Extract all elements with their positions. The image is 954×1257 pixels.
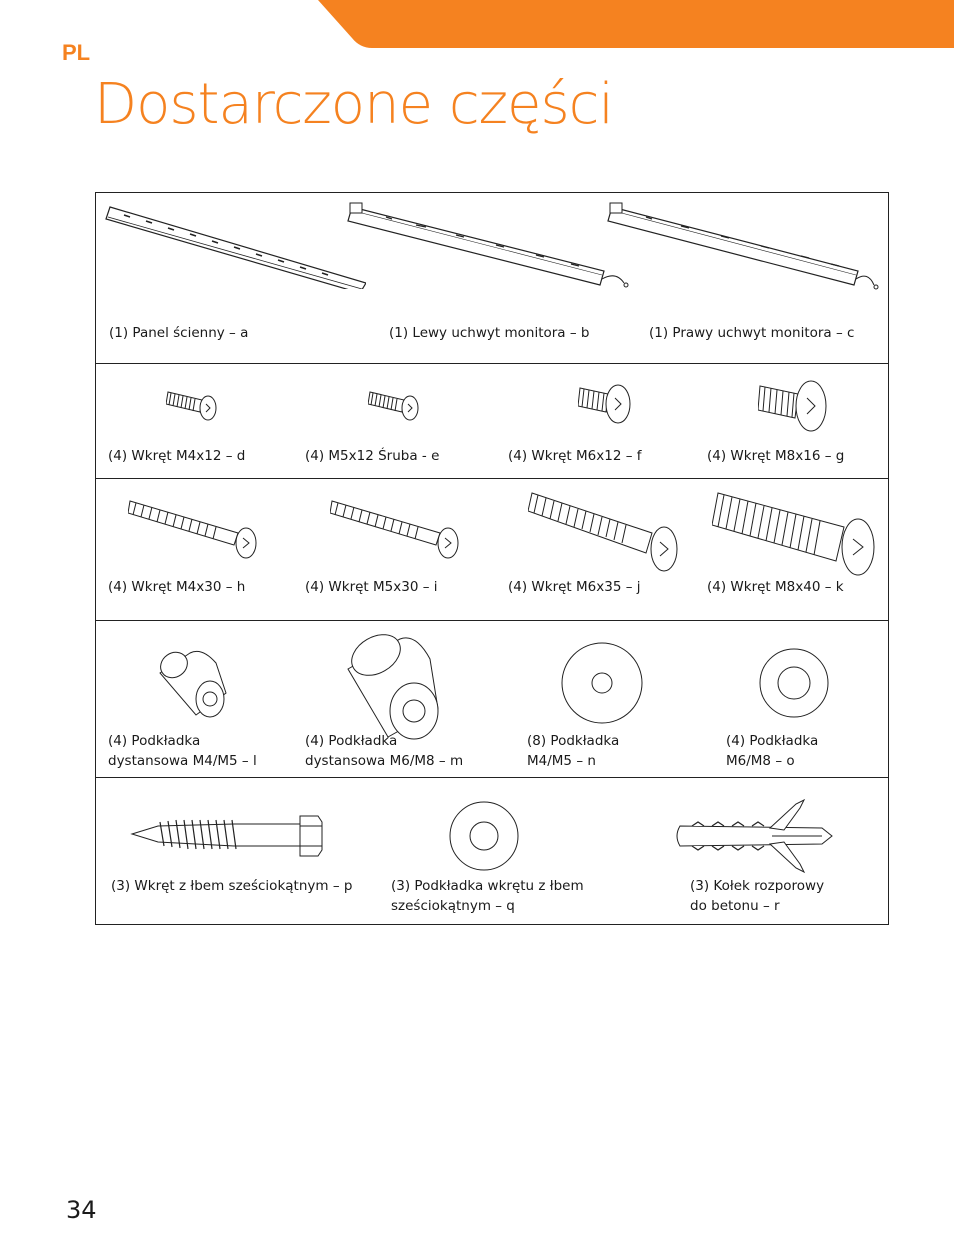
part-label-i: (4) Wkręt M5x30 – i [305, 579, 438, 595]
part-label-m: (4) Podkładka dystansowa M6/M8 – m [305, 733, 464, 769]
part-label-o: (4) Podkładka M6/M8 – o [726, 733, 819, 769]
parts-row-spacers-washers [96, 620, 888, 778]
language-code: PL [62, 40, 91, 65]
part-label-p: (3) Wkręt z łbem sześciokątnym – p [111, 878, 353, 894]
washer-icon [448, 800, 520, 872]
wall-anchor-icon [672, 796, 842, 876]
parts-row-brackets [96, 193, 888, 363]
page-number: 34 [66, 1196, 97, 1224]
spacer-icon [156, 649, 234, 719]
part-label-e: (4) M5x12 Śruba - e [305, 448, 440, 464]
wall-plate-icon [104, 203, 366, 289]
header-band [0, 0, 954, 50]
part-label-r: (3) Kołek rozporowy do betonu – r [690, 878, 825, 914]
part-label-q: (3) Podkładka wkrętu z łbem sześciokątnym – q [391, 878, 584, 914]
left-bracket-icon [346, 201, 636, 293]
part-label-a: (1) Panel ścienny – a [109, 325, 249, 341]
part-label-f: (4) Wkręt M6x12 – f [508, 448, 642, 464]
spacer-icon [342, 633, 446, 743]
washer-icon [758, 647, 830, 719]
part-label-h: (4) Wkręt M4x30 – h [108, 579, 246, 595]
parts-row-long-screws [96, 478, 888, 621]
part-label-d: (4) Wkręt M4x12 – d [108, 448, 246, 464]
parts-grid [95, 192, 889, 925]
part-label-n: (8) Podkładka M4/M5 – n [527, 733, 620, 769]
screw-icon [166, 388, 220, 422]
screw-icon [128, 497, 260, 563]
part-label-j: (4) Wkręt M6x35 – j [508, 579, 641, 595]
screw-icon [578, 382, 636, 426]
part-label-b: (1) Lewy uchwyt monitora – b [389, 325, 590, 341]
part-label-l: (4) Podkładka dystansowa M4/M5 – l [108, 733, 257, 769]
parts-row-wall-hardware [96, 777, 888, 927]
part-label-k: (4) Wkręt M8x40 – k [707, 579, 844, 595]
screw-icon [712, 489, 878, 581]
part-label-c: (1) Prawy uchwyt monitora – c [649, 325, 855, 341]
parts-row-short-screws [96, 363, 888, 479]
screw-icon [758, 378, 830, 434]
washer-icon [560, 641, 644, 725]
screw-icon [368, 388, 422, 422]
lag-bolt-icon [130, 812, 328, 860]
screw-icon [330, 497, 462, 563]
right-bracket-icon [606, 199, 886, 291]
part-label-g: (4) Wkręt M8x16 – g [707, 448, 845, 464]
page-title: Dostarczone części [94, 72, 613, 137]
screw-icon [528, 487, 680, 577]
